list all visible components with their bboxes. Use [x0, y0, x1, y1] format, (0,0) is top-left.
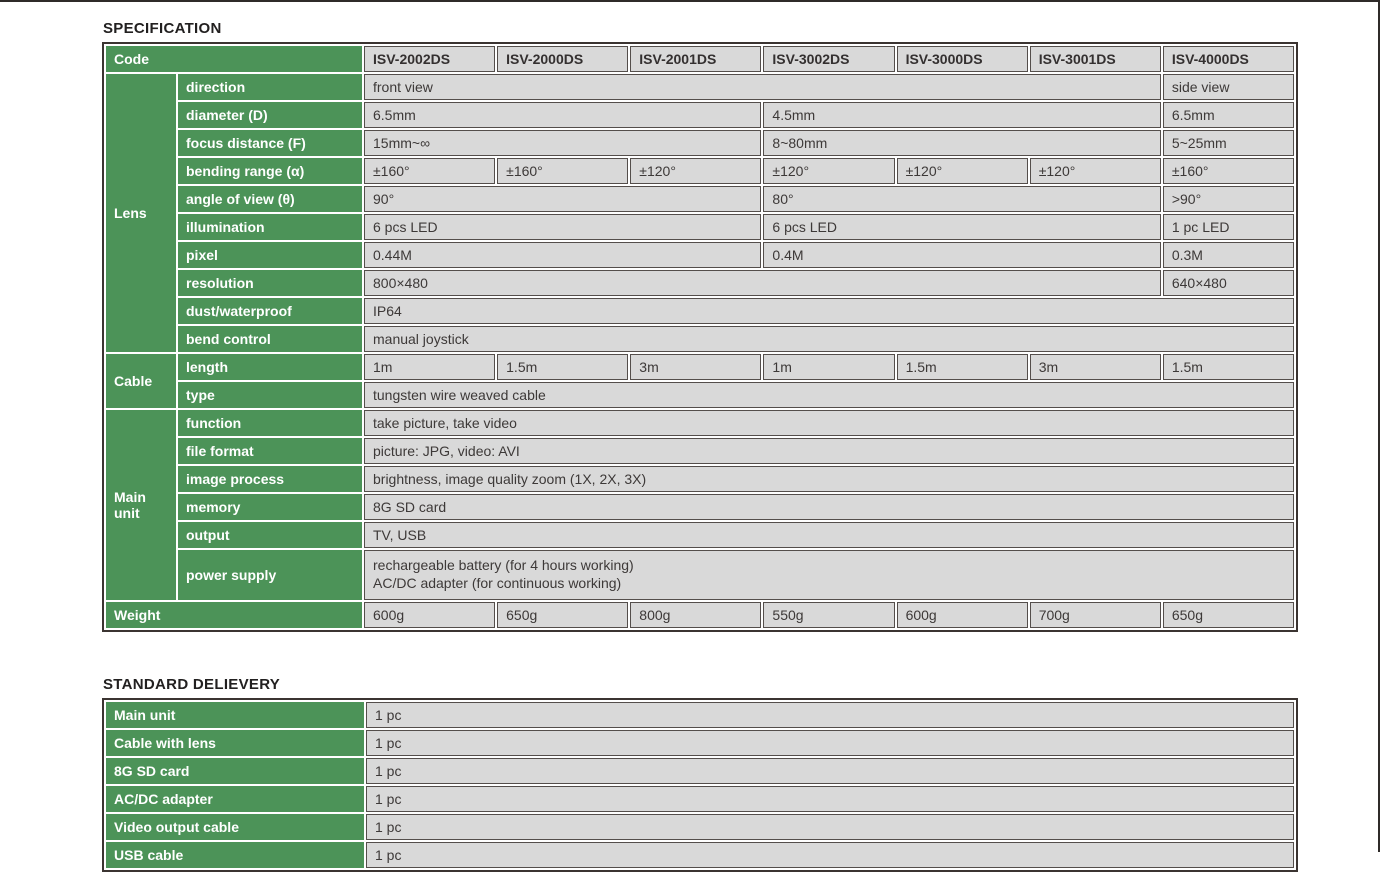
spec-cell: 8G SD card	[364, 494, 1294, 520]
spec-row-label: angle of view (θ)	[178, 186, 362, 212]
spec-cell: ±120°	[897, 158, 1028, 184]
spec-cell: tungsten wire weaved cable	[364, 382, 1294, 408]
spec-row-label: type	[178, 382, 362, 408]
model-header: ISV-3001DS	[1030, 46, 1161, 72]
spec-cell: TV, USB	[364, 522, 1294, 548]
table-row-bending-range	[106, 158, 1294, 184]
spec-cell: take picture, take video	[364, 410, 1294, 436]
spec-cell: ±120°	[763, 158, 894, 184]
spec-cell: 0.44M	[364, 242, 761, 268]
spec-cell: 1m	[763, 354, 894, 380]
spec-cell: front view	[364, 74, 1161, 100]
spec-cell: 80°	[763, 186, 1160, 212]
spec-cell: picture: JPG, video: AVI	[364, 438, 1294, 464]
spec-row-label: file format	[178, 438, 362, 464]
spec-cell: brightness, image quality zoom (1X, 2X, 3X)	[364, 466, 1294, 492]
spec-row-label: diameter (D)	[178, 102, 362, 128]
delivery-item-value: 1 pc	[366, 814, 1294, 840]
spec-row-label: image process	[178, 466, 362, 492]
spec-cell: 800g	[630, 602, 761, 628]
spec-cell: manual joystick	[364, 326, 1294, 352]
spec-row-label: resolution	[178, 270, 362, 296]
specification-table	[102, 42, 1298, 632]
delivery-row-ac-dc-adapter	[106, 786, 1294, 812]
spec-cell: 550g	[763, 602, 894, 628]
spec-cell: 0.3M	[1163, 242, 1294, 268]
delivery-item-label: USB cable	[106, 842, 364, 868]
spec-row-label: function	[178, 410, 362, 436]
standard-delivery-table	[102, 698, 1298, 872]
code-header-cell: Code	[106, 46, 362, 72]
delivery-row-sd-card	[106, 758, 1294, 784]
table-row-memory	[106, 494, 1294, 520]
spec-row-label: pixel	[178, 242, 362, 268]
spec-cell: IP64	[364, 298, 1294, 324]
delivery-item-label: Main unit	[106, 702, 364, 728]
delivery-item-label: Cable with lens	[106, 730, 364, 756]
delivery-item-value: 1 pc	[366, 842, 1294, 868]
spec-cell: 600g	[364, 602, 495, 628]
spec-cell: 6.5mm	[364, 102, 761, 128]
spec-cell: 1.5m	[1163, 354, 1294, 380]
table-row-output	[106, 522, 1294, 548]
delivery-row-main-unit	[106, 702, 1294, 728]
table-row-cable-type	[106, 382, 1294, 408]
spec-cell	[364, 550, 1294, 600]
table-row-function	[106, 410, 1294, 436]
spec-cell: 8~80mm	[763, 130, 1160, 156]
spec-row-label: bend control	[178, 326, 362, 352]
spec-cell: 600g	[897, 602, 1028, 628]
delivery-item-value: 1 pc	[366, 786, 1294, 812]
delivery-item-label: Video output cable	[106, 814, 364, 840]
model-header: ISV-3002DS	[763, 46, 894, 72]
delivery-item-value: 1 pc	[366, 758, 1294, 784]
spec-cell: ±120°	[1030, 158, 1161, 184]
table-row-illumination	[106, 214, 1294, 240]
spec-cell: 650g	[1163, 602, 1294, 628]
spec-cell: 4.5mm	[763, 102, 1160, 128]
delivery-item-value: 1 pc	[366, 702, 1294, 728]
delivery-row-usb-cable	[106, 842, 1294, 868]
spec-cell: 6 pcs LED	[364, 214, 761, 240]
standard-delivery-title: STANDARD DELIEVERY	[103, 676, 281, 693]
spec-cell: ±160°	[497, 158, 628, 184]
table-row-image-process	[106, 466, 1294, 492]
table-row-bend-control	[106, 326, 1294, 352]
spec-cell: 3m	[630, 354, 761, 380]
delivery-item-label: AC/DC adapter	[106, 786, 364, 812]
model-header: ISV-2001DS	[630, 46, 761, 72]
spec-cell: side view	[1163, 74, 1294, 100]
table-row-resolution	[106, 270, 1294, 296]
spec-cell: 3m	[1030, 354, 1161, 380]
table-row-diameter	[106, 102, 1294, 128]
table-row-focus-distance	[106, 130, 1294, 156]
spec-cell: 1.5m	[497, 354, 628, 380]
delivery-row-cable-with-lens	[106, 730, 1294, 756]
spec-cell: 1.5m	[897, 354, 1028, 380]
spec-cell: 5~25mm	[1163, 130, 1294, 156]
table-row-file-format	[106, 438, 1294, 464]
spec-cell: >90°	[1163, 186, 1294, 212]
group-label-lens: Lens	[106, 74, 176, 352]
delivery-item-label: 8G SD card	[106, 758, 364, 784]
page-content	[0, 2, 1378, 872]
spec-cell: 700g	[1030, 602, 1161, 628]
model-header: ISV-4000DS	[1163, 46, 1294, 72]
table-row-pixel	[106, 242, 1294, 268]
table-row-cable-length	[106, 354, 1294, 380]
model-header: ISV-3000DS	[897, 46, 1028, 72]
spec-cell: 1 pc LED	[1163, 214, 1294, 240]
table-header-row	[106, 46, 1294, 72]
spec-row-label: memory	[178, 494, 362, 520]
spec-cell: 6 pcs LED	[763, 214, 1160, 240]
spec-cell: 640×480	[1163, 270, 1294, 296]
model-header: ISV-2000DS	[497, 46, 628, 72]
delivery-item-value: 1 pc	[366, 730, 1294, 756]
table-row-weight	[106, 602, 1294, 628]
spec-cell: 15mm~∞	[364, 130, 761, 156]
model-header: ISV-2002DS	[364, 46, 495, 72]
spec-cell: 800×480	[364, 270, 1161, 296]
spec-row-label: focus distance (F)	[178, 130, 362, 156]
group-label-cable: Cable	[106, 354, 176, 408]
spec-row-label: power supply	[178, 550, 362, 600]
power-supply-line-2: AC/DC adapter (for continuous working)	[373, 575, 622, 591]
table-row-power-supply	[106, 550, 1294, 600]
table-row-angle-of-view	[106, 186, 1294, 212]
spec-row-label: dust/waterproof	[178, 298, 362, 324]
spec-cell: ±160°	[1163, 158, 1294, 184]
table-row-dust-waterproof	[106, 298, 1294, 324]
weight-row-label: Weight	[106, 602, 362, 628]
spec-cell: ±120°	[630, 158, 761, 184]
group-label-main-unit: Main unit	[106, 410, 176, 600]
spec-row-label: length	[178, 354, 362, 380]
delivery-row-video-output-cable	[106, 814, 1294, 840]
spec-row-label: bending range (α)	[178, 158, 362, 184]
spec-cell: 1m	[364, 354, 495, 380]
spec-cell: 90°	[364, 186, 761, 212]
spec-row-label: illumination	[178, 214, 362, 240]
table-row-direction	[106, 74, 1294, 100]
power-supply-line-1: rechargeable battery (for 4 hours working)	[373, 557, 634, 574]
spec-cell: 6.5mm	[1163, 102, 1294, 128]
spec-cell: 650g	[497, 602, 628, 628]
spec-row-label: output	[178, 522, 362, 548]
specification-title: SPECIFICATION	[103, 20, 222, 37]
spec-cell: 0.4M	[763, 242, 1160, 268]
spec-cell: ±160°	[364, 158, 495, 184]
spec-row-label: direction	[178, 74, 362, 100]
